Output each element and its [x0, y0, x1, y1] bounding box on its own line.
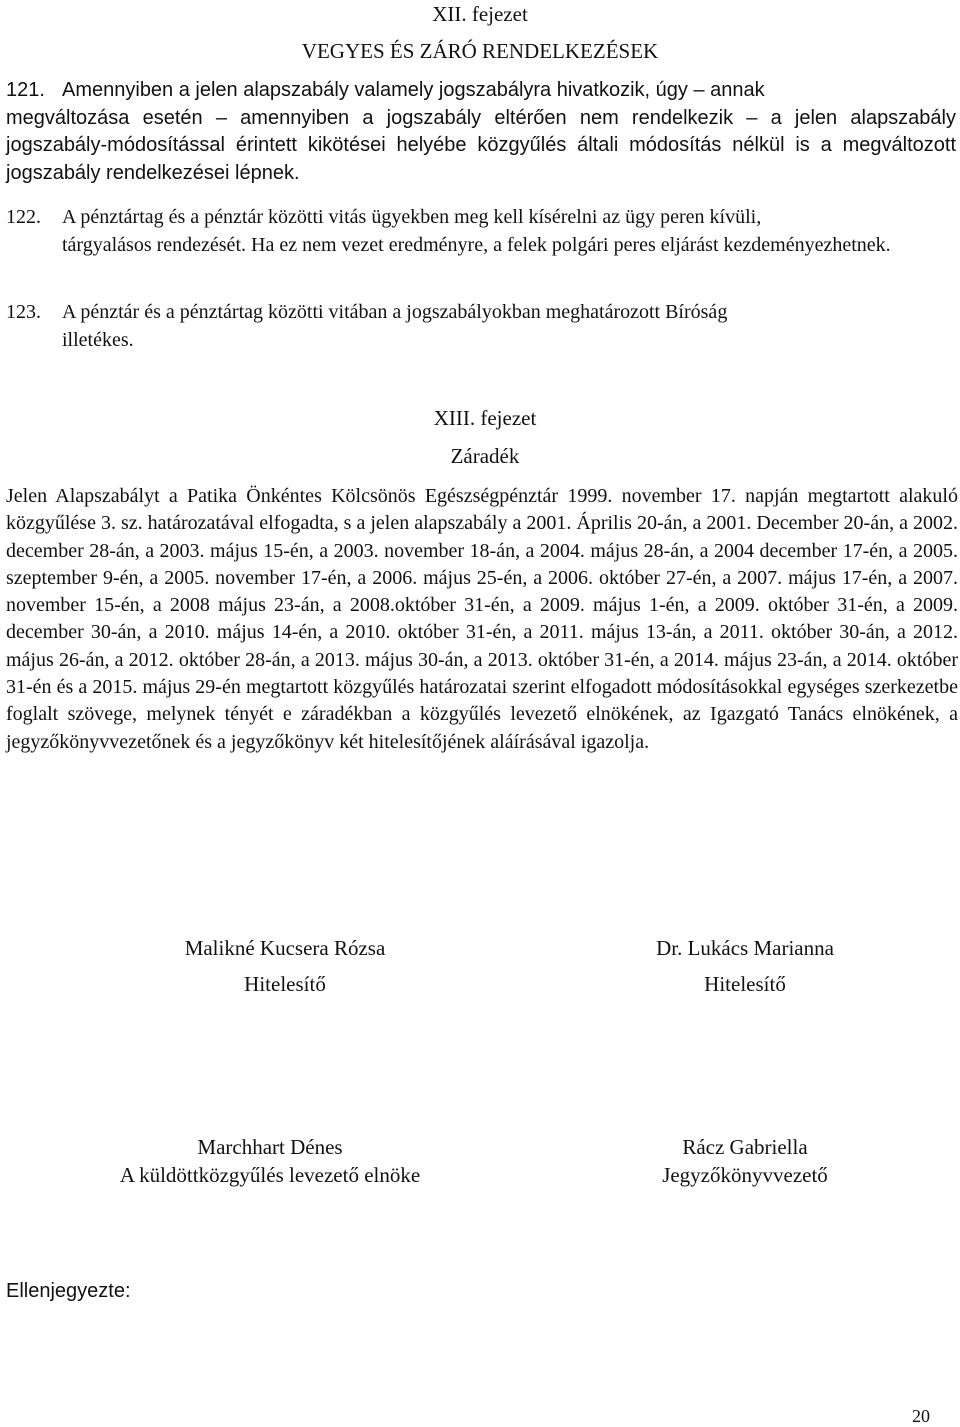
signature-jegyzokonyvvezeto	[580, 1133, 910, 1189]
chapter-12-title: XII. fejezet	[432, 2, 528, 26]
page-number: 20	[912, 1406, 930, 1426]
signature-hitelesito-1	[120, 934, 450, 998]
section-text-first-line: A pénztár és a pénztártag közötti vitában a jogszabályokban meghatározott Bíróság	[62, 301, 728, 323]
signatory-name: Marchhart Dénes	[197, 1135, 343, 1159]
clause-paragraph: Jelen Alapszabályt a Patika Önkéntes Kölcsönös Egészségpénztár 1999. november 17. napján megtartott alakuló közgyűlése 3. sz. határozatával elfogadta, s a jelen alapszabály a 2001. Április 20-án, a 2001. December 20-án, a 2002. december 28-án, a 2003. május 15-én, a 2003. november 18-án, a 2004. május 28-án, a 2004 december 17-én, a 2005. szeptember 9-én, a 2005. november 17-én, a 2006. május 25-én, a 2006. október 27-én, a 2007. május 17-én, a 2007. november 15-én, a 2008 május 23-án, a 2008.október 31-én, a 2009. május 1-én, a 2009. október 31-én, a 2009. december 30-án, a 2010. május 14-én, a 2010. október 31-én, a 2011. május 13-án, a 2011. október 30-án, a 2012. május 26-án, a 2012. október 28-án, a 2013. május 30-án, a 2013. október 31-én, a 2014. május 23-án, a 2014. október 31-én és a 2015. május 29-én megtartott közgyűlés határozatai szerint elfogadott módosításokkal egységes szerkezetbe foglalt szövege, melynek tényét e záradékban a közgyűlés levezető elnökének, az Igazgató Tanács elnökének, a jegyzőkönyvvezetőnek és a jegyzőkönyv két hitelesítőjének aláírásával igazolja.	[6, 485, 958, 753]
section-122	[6, 203, 956, 259]
section-121	[6, 77, 956, 187]
signatory-name: Dr. Lukács Marianna	[656, 936, 834, 960]
section-text-first-line: Amennyiben a jelen alapszabály valamely jogszabályra hivatkozik, úgy – annak	[62, 79, 765, 101]
chapter-12-subtitle: VEGYES ÉS ZÁRÓ RENDELKEZÉSEK	[301, 39, 659, 63]
section-text-rest: illetékes.	[62, 329, 134, 351]
section-text-first-line: A pénztártag és a pénztár közötti vitás ügyekben meg kell kísérelni az ügy peren kívüli,	[62, 206, 762, 228]
section-text-rest: tárgyalásos rendezését. Ha ez nem vezet eredményre, a felek polgári peres eljárást kezdeményezhetnek.	[62, 234, 891, 256]
signatory-name: Rácz Gabriella	[682, 1135, 808, 1159]
section-number: 121.	[6, 79, 45, 101]
chapter-13-subtitle: Záradék	[450, 444, 520, 468]
chapter-13-title: XIII. fejezet	[433, 406, 537, 430]
signatory-name: Malikné Kucsera Rózsa	[184, 936, 386, 960]
signatory-role: Hitelesítő	[244, 972, 326, 996]
signature-hitelesito-2	[580, 934, 910, 998]
signature-levezeto-elnok	[60, 1133, 480, 1189]
section-number: 122.	[6, 206, 41, 228]
signatory-role: Hitelesítő	[704, 972, 786, 996]
section-123	[6, 298, 956, 354]
signatory-role: A küldöttközgyűlés levezető elnöke	[119, 1163, 421, 1187]
section-number: 123.	[6, 301, 41, 323]
signatory-role: Jegyzőkönyvvezető	[662, 1163, 828, 1187]
section-text-rest: megváltozása esetén – amennyiben a jogszabály eltérően nem rendelkezik – a jelen alapszabály jogszabály-módosítással érintett kikötései helyébe közgyűlés általi módosítás nélkül is a megváltozott jogszabály rendelkezései lépnek.	[6, 106, 956, 184]
countersign-label: Ellenjegyezte:	[6, 1280, 131, 1302]
